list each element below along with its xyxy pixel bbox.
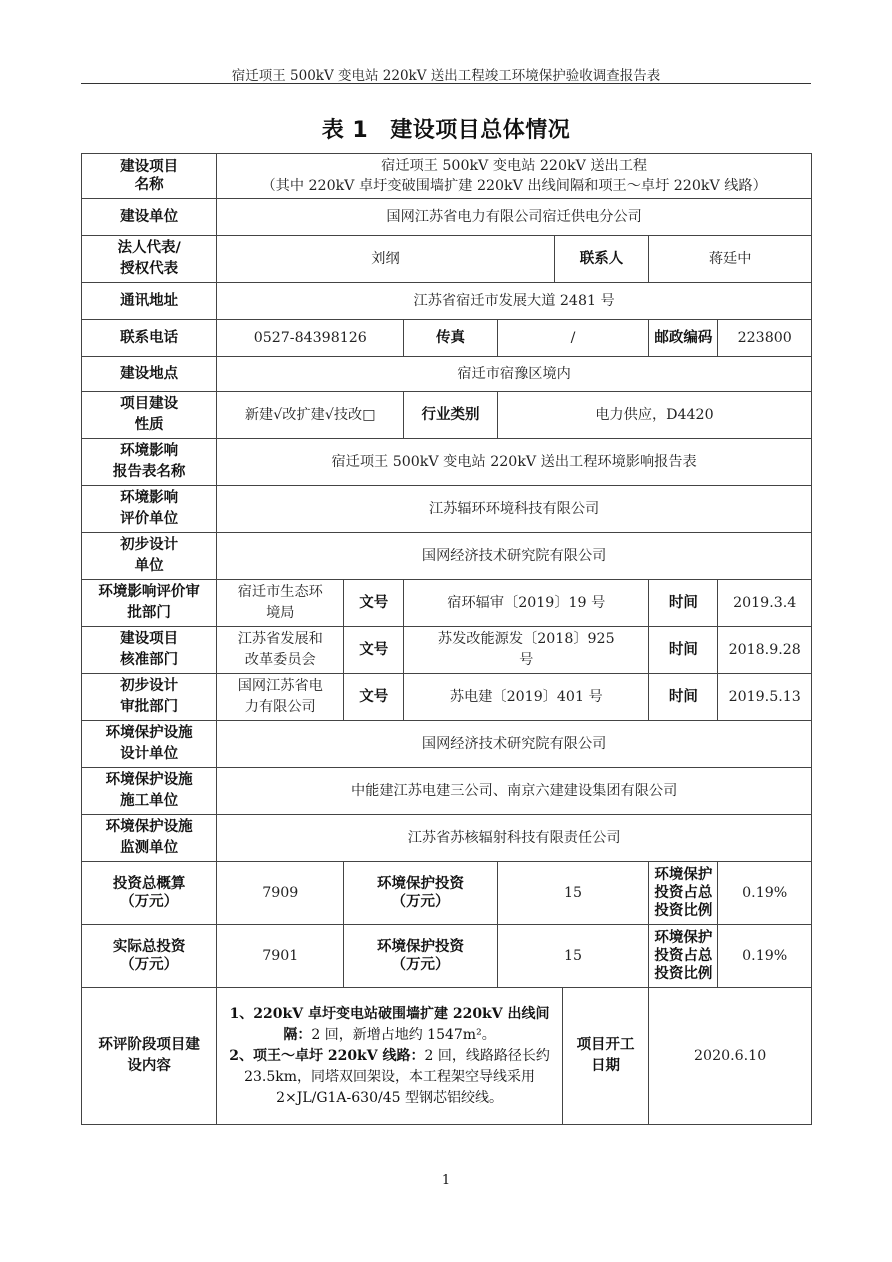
label-contact: 联系人 — [554, 236, 649, 283]
value-project-time: 2018.9.28 — [718, 627, 812, 674]
value-env-monitor: 江苏省苏核辐射科技有限责任公司 — [217, 815, 812, 862]
table-title — [0, 113, 892, 144]
value-eia-report: 宿迁项王 500kV 变电站 220kV 送出工程环境影响报告表 — [217, 439, 812, 486]
row-eia-unit — [82, 486, 812, 533]
row-prelim-unit — [82, 533, 812, 580]
value-actual-ratio: 0.19% — [718, 925, 812, 988]
label-budget-ratio: 环境保护 投资占总 投资比例 — [649, 862, 718, 925]
row-env-design — [82, 721, 812, 768]
value-start-date: 2020.6.10 — [649, 988, 812, 1125]
value-prelim-time: 2019.5.13 — [718, 674, 812, 721]
row-env-construct — [82, 768, 812, 815]
value-eia-time: 2019.3.4 — [718, 580, 812, 627]
label-content: 环评阶段项目建 设内容 — [82, 988, 217, 1125]
label-budget-env: 环境保护投资 （万元） — [344, 862, 498, 925]
value-actual-env: 15 — [497, 925, 648, 988]
value-eia-doc-no: 宿环辐审〔2019〕19 号 — [404, 580, 649, 627]
value-phone: 0527-84398126 — [217, 320, 404, 357]
value-env-design: 国网经济技术研究院有限公司 — [217, 721, 812, 768]
label-prelim-time: 时间 — [649, 674, 718, 721]
value-budget-ratio: 0.19% — [718, 862, 812, 925]
row-phone — [82, 320, 812, 357]
label-legal-rep: 法人代表/ 授权代表 — [82, 236, 217, 283]
label-actual-ratio: 环境保护 投资占总 投资比例 — [649, 925, 718, 988]
label-zip: 邮政编码 — [649, 320, 718, 357]
label-project-name: 建设项目 名称 — [82, 154, 217, 199]
label-actual: 实际总投资 （万元） — [82, 925, 217, 988]
label-actual-env: 环境保护投资 （万元） — [344, 925, 498, 988]
label-location: 建设地点 — [82, 357, 217, 392]
label-project-approval: 建设项目 核准部门 — [82, 627, 217, 674]
value-prelim-unit: 国网经济技术研究院有限公司 — [217, 533, 812, 580]
value-actual: 7901 — [217, 925, 344, 988]
label-env-design: 环境保护设施 设计单位 — [82, 721, 217, 768]
label-nature: 项目建设 性质 — [82, 392, 217, 439]
value-legal-rep: 刘纲 — [217, 236, 555, 283]
label-project-doc-no: 文号 — [344, 627, 404, 674]
row-nature — [82, 392, 812, 439]
label-budget: 投资总概算 （万元） — [82, 862, 217, 925]
value-industry: 电力供应，D4420 — [497, 392, 811, 439]
content-item1-heading: 1、220kV 卓圩变电站破围墙扩建 220kV 出线间隔： — [229, 1005, 550, 1043]
value-env-construct: 中能建江苏电建三公司、南京六建建设集团有限公司 — [217, 768, 812, 815]
value-location: 宿迁市宿豫区境内 — [217, 357, 812, 392]
label-prelim-unit: 初步设计 单位 — [82, 533, 217, 580]
row-eia-report — [82, 439, 812, 486]
value-fax: / — [497, 320, 648, 357]
row-location — [82, 357, 812, 392]
value-budget: 7909 — [217, 862, 344, 925]
value-project-doc-no: 苏发改能源发〔2018〕925 号 — [404, 627, 649, 674]
row-prelim-approval — [82, 674, 812, 721]
content-item1-text: 2 回，新增占地约 1547m²。 — [311, 1026, 496, 1043]
label-address: 通讯地址 — [82, 283, 217, 320]
row-project-approval — [82, 627, 812, 674]
row-legal-rep — [82, 236, 812, 283]
label-eia-time: 时间 — [649, 580, 718, 627]
row-env-monitor — [82, 815, 812, 862]
label-fax: 传真 — [404, 320, 498, 357]
value-project-approval-dept: 江苏省发展和 改革委员会 — [217, 627, 344, 674]
value-prelim-doc-no: 苏电建〔2019〕401 号 — [404, 674, 649, 721]
label-prelim-approval: 初步设计 审批部门 — [82, 674, 217, 721]
value-eia-approval-dept: 宿迁市生态环 境局 — [217, 580, 344, 627]
value-eia-unit: 江苏辐环环境科技有限公司 — [217, 486, 812, 533]
label-phone: 联系电话 — [82, 320, 217, 357]
row-address — [82, 283, 812, 320]
label-eia-approval: 环境影响评价审 批部门 — [82, 580, 217, 627]
row-project-name — [82, 154, 812, 199]
value-budget-env: 15 — [497, 862, 648, 925]
row-budget — [82, 862, 812, 925]
label-prelim-doc-no: 文号 — [344, 674, 404, 721]
content-item2-heading: 2、项王～卓圩 220kV 线路： — [229, 1047, 425, 1064]
label-start-date: 项目开工 日期 — [562, 988, 648, 1125]
table-number: 表 1 — [321, 118, 369, 143]
label-eia-unit: 环境影响 评价单位 — [82, 486, 217, 533]
content-item2-text: 2 回，线路路径长约 23.5km，同塔双回架设，本工程架空导线采用 2×JL/G1A-630/45 型钢芯铝绞线。 — [244, 1047, 550, 1106]
label-eia-doc-no: 文号 — [344, 580, 404, 627]
value-zip: 223800 — [718, 320, 812, 357]
header-rule — [81, 83, 811, 84]
label-project-time: 时间 — [649, 627, 718, 674]
row-actual — [82, 925, 812, 988]
value-prelim-approval-dept: 国网江苏省电 力有限公司 — [217, 674, 344, 721]
project-overview-table — [81, 153, 812, 1125]
label-env-monitor: 环境保护设施 监测单位 — [82, 815, 217, 862]
label-eia-report: 环境影响 报告表名称 — [82, 439, 217, 486]
value-address: 江苏省宿迁市发展大道 2481 号 — [217, 283, 812, 320]
running-header: 宿迁项王 500kV 变电站 220kV 送出工程竣工环境保护验收调查报告表 — [231, 68, 661, 84]
value-contact: 蒋廷中 — [649, 236, 812, 283]
label-builder: 建设单位 — [82, 199, 217, 236]
label-industry: 行业类别 — [404, 392, 498, 439]
table-title-text: 建设项目总体情况 — [390, 118, 571, 143]
value-nature: 新建√改扩建√技改□ — [217, 392, 404, 439]
row-eia-approval — [82, 580, 812, 627]
row-content — [82, 988, 812, 1125]
label-env-construct: 环境保护设施 施工单位 — [82, 768, 217, 815]
value-content — [217, 988, 563, 1125]
value-builder: 国网江苏省电力有限公司宿迁供电分公司 — [217, 199, 812, 236]
page-number: 1 — [441, 1173, 451, 1188]
row-builder — [82, 199, 812, 236]
value-project-name: 宿迁项王 500kV 变电站 220kV 送出工程 （其中 220kV 卓圩变破围墙扩建 220kV 出线间隔和项王～卓圩 220kV 线路） — [217, 154, 812, 199]
